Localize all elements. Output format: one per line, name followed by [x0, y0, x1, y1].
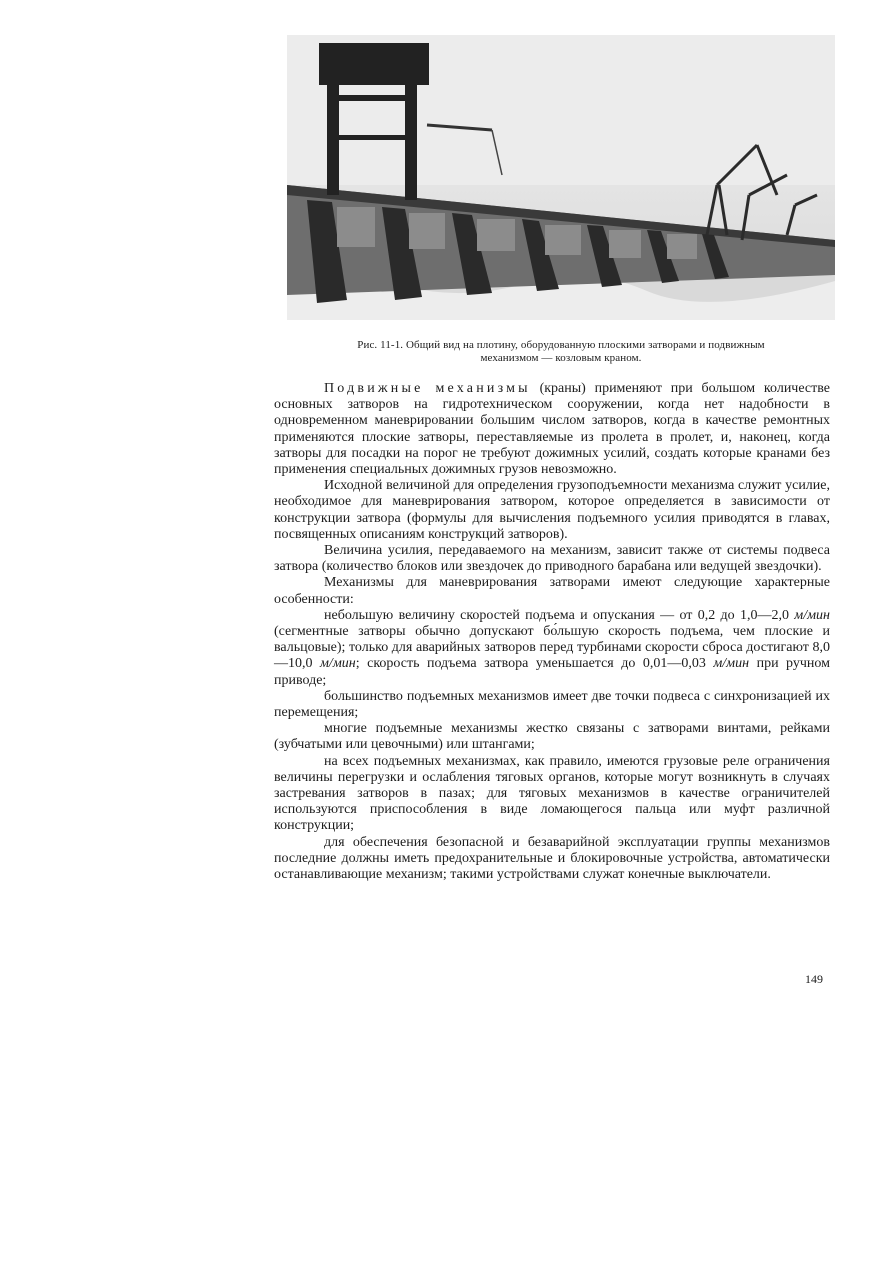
paragraph-5-part-c: ; скорость подъема затвора уменьшается до 0,01—0,03 — [355, 656, 714, 672]
dam-photo-image — [287, 35, 835, 320]
paragraph-1-rest: (краны) применяют при большом количестве основных затворов на гидротехническом сооружении, когда нет надобности в одновременном маневрировании большим числом затворов, когда в качестве ремонтных применяются плоские затворы, переставляемые из пролета в пролет, и, наконец, когда затворы для посадки на порог не требуют дожимных усилий, создать которые кранами без применения специальных дожимных грузов невозможно. — [274, 381, 830, 478]
paragraph-5-part-a: небольшую величину скоростей подъема и опускания — от 0,2 до 1,0—2,0 — [324, 607, 795, 623]
page-number: 149 — [805, 972, 823, 986]
paragraph-1-term: Подвижные механизмы — [324, 381, 531, 396]
unit-m-per-min: м/мин — [794, 607, 830, 623]
paragraph-5 — [274, 608, 830, 689]
dam-photo — [287, 35, 835, 320]
figure-caption — [287, 339, 835, 365]
paragraph-5-part-d: при ручном приводе; — [274, 656, 830, 688]
paragraph-5-part-b: (сегментные затворы обычно допускают бо́льшую скорость подъема, чем плоские и вальцовые); только для аварийных затворов перед турбинами скорости сброса достигают 8,0—10,0 — [274, 624, 830, 672]
caption-line-2: механизмом — козловым краном. — [480, 352, 642, 364]
paragraph-7: многие подъемные механизмы жестко связаны с затворами винтами, рейками (зубчатыми или цевочными) или штангами; — [274, 721, 830, 753]
paragraph-2: Исходной величиной для определения грузоподъемности механизма служит усилие, необходимое для маневрирования затвором, которое определяется в зависимости от конструкции затвора (формулы для вычисления подъемного усилия приводятся в главах, посвященных описаниям конструкций затворов). — [274, 478, 830, 542]
paragraph-9: для обеспечения безопасной и безаварийной эксплуатации группы механизмов последние должны иметь предохранительные и блокировочные устройства, автоматически останавливающие механизм; такими устройствами служат конечные выключатели. — [274, 834, 830, 883]
paragraph-3: Величина усилия, передаваемого на механизм, зависит также от системы подвеса затвора (количество блоков или звездочек до приводного барабана или ведущей звездочки). — [274, 543, 830, 575]
caption-line-1: Рис. 11-1. Общий вид на плотину, оборудованную плоскими затворами и подвижным — [357, 339, 765, 351]
paragraph-8: на всех подъемных механизмах, как правило, имеются грузовые реле ограничения величины перегрузки и ослабления тяговых органов, которые могут возникнуть в случаях застревания затворов в пазах; для тяговых механизмов в качестве ограничителей используются приспособления в виде ломающегося пальца или муфт различной конструкции; — [274, 753, 830, 834]
unit-m-per-min: м/мин — [713, 656, 750, 672]
paragraph-6: большинство подъемных механизмов имеет две точки подвеса с синхронизацией их перемещения; — [274, 688, 830, 721]
paragraph-1 — [274, 381, 830, 478]
body-text — [274, 381, 830, 883]
unit-m-per-min: м/мин — [320, 656, 356, 672]
paragraph-4: Механизмы для маневрирования затворами имеют следующие характерные особенности: — [274, 575, 830, 607]
